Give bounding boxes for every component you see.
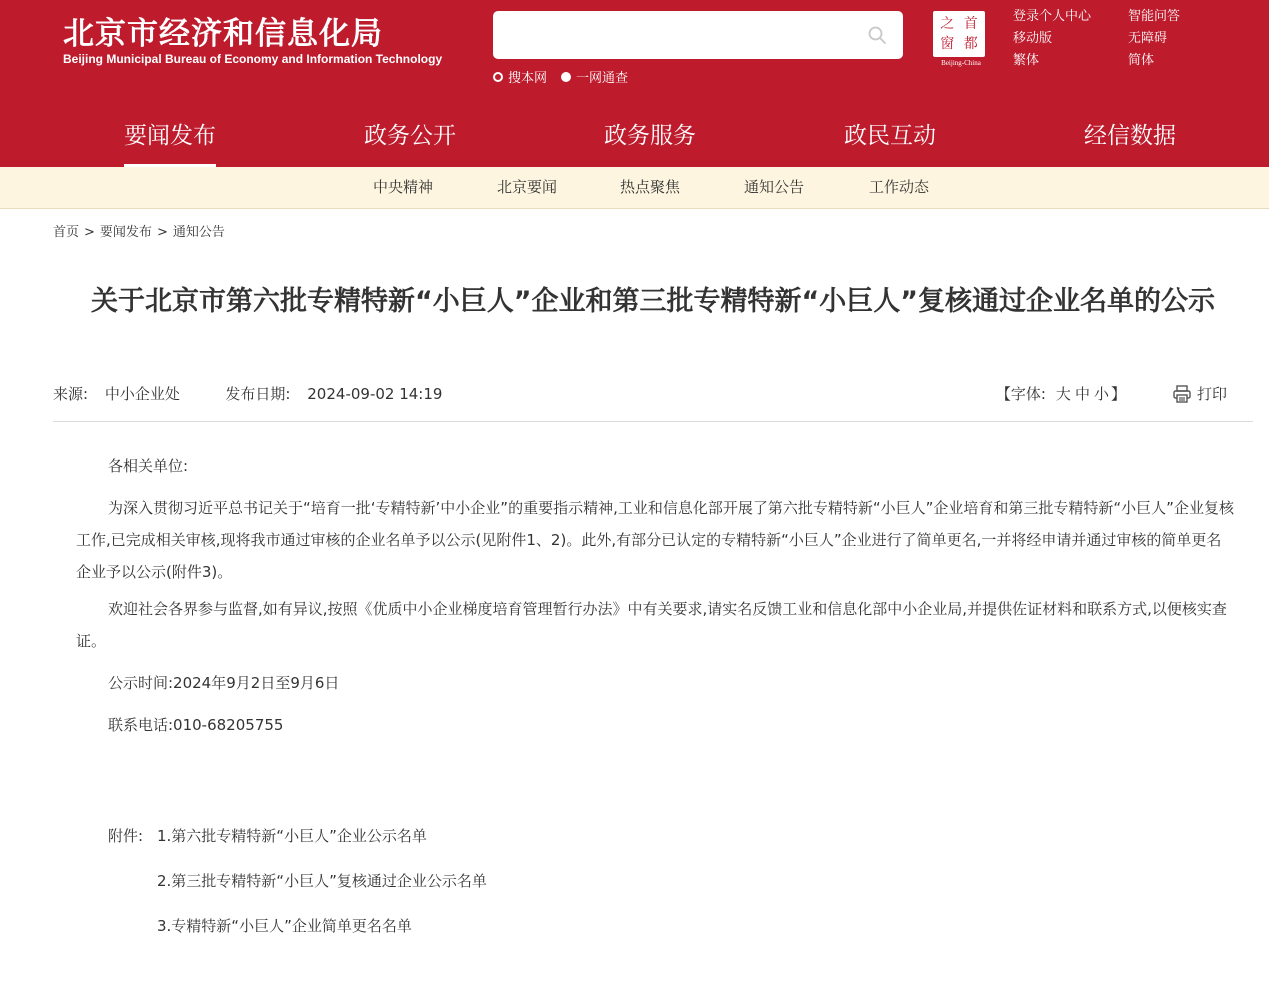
font-size-large[interactable]: 大 — [1055, 385, 1071, 403]
main-nav — [0, 107, 1269, 167]
traditional-chinese-link[interactable]: 繁体 — [1013, 53, 1040, 68]
site-logo-title[interactable]: 北京市经济和信息化局 — [63, 16, 383, 52]
article-meta — [53, 383, 1253, 405]
search-scope-site[interactable] — [493, 67, 547, 86]
meta-divider — [53, 421, 1253, 422]
font-size-small[interactable]: 小 — [1093, 385, 1109, 403]
attachment-link-3[interactable]: 3.专精特新“小巨人”企业简单更名名单 — [157, 917, 412, 935]
breadcrumb-separator: > — [156, 225, 168, 240]
seal-char: 之 — [940, 15, 955, 32]
sub-nav-beijing-news[interactable]: 北京要闻 — [497, 178, 558, 196]
source-label: 来源: — [53, 385, 89, 403]
search-input[interactable] — [493, 11, 903, 59]
font-size-medium[interactable]: 中 — [1074, 385, 1090, 403]
search-scope-options — [493, 67, 628, 86]
contact-phone: 联系电话:010-68205755 — [108, 716, 284, 734]
seal-logo-caption: Beijing-China — [941, 59, 981, 67]
attachment-row — [108, 865, 487, 910]
attachment-link-2[interactable]: 2.第三批专精特新“小巨人”复核通过企业公示名单 — [157, 872, 487, 890]
print-icon — [1172, 384, 1192, 404]
date-value: 2024-09-02 14:19 — [307, 385, 443, 403]
breadcrumb-separator: > — [84, 225, 95, 240]
breadcrumb-home[interactable]: 首页 — [53, 225, 80, 240]
seal-char: 都 — [963, 36, 978, 53]
article-paragraph: 为深入贯彻习近平总书记关于“培育一批‘专精特新’中小企业”的重要指示精神,工业和信息化部开展了第六批专精特新“小巨人”企业培育和第三批专精特新“小巨人”企业复核工作,已完成相关审核,现将我市通过审核的企业名单予以公示(见附件1、2)。此外,有部分已认定的专精特新“小巨人”企业进行了简单更名,一并将经申请并通过审核的简单更名企业予以公示(附件3)。 — [76, 499, 1234, 581]
sub-nav-work-updates[interactable]: 工作动态 — [869, 178, 930, 196]
breadcrumb-news[interactable]: 要闻发布 — [99, 225, 152, 240]
nav-item-interaction[interactable]: 政民互动 — [844, 123, 936, 149]
font-size-label-close: 】 — [1110, 385, 1126, 403]
font-size-label-open: 【字体: — [995, 385, 1046, 403]
site-header — [0, 0, 1269, 107]
seal-logo[interactable] — [933, 11, 989, 69]
sub-nav-notices[interactable]: 通知公告 — [744, 178, 805, 196]
sub-nav-hot-topics[interactable]: 热点聚焦 — [620, 178, 681, 196]
sub-nav-central[interactable]: 中央精神 — [373, 178, 434, 196]
site-logo-subtitle: Beijing Municipal Bureau of Economy and Information Technology — [63, 52, 443, 66]
page-title: 关于北京市第六批专精特新“小巨人”企业和第三批专精特新“小巨人”复核通过企业名单的公示 — [91, 286, 1215, 317]
breadcrumb-notices[interactable]: 通知公告 — [172, 225, 225, 240]
attachment-row — [108, 910, 487, 955]
nav-item-news[interactable]: 要闻发布 — [124, 107, 216, 167]
article-salutation: 各相关单位: — [108, 457, 189, 475]
search-scope-all[interactable] — [561, 67, 628, 86]
search-icon[interactable] — [867, 25, 887, 45]
search-scope-site-label: 搜本网 — [508, 71, 548, 86]
attachment-row — [108, 820, 487, 865]
radio-selected-icon — [561, 72, 571, 82]
attachments — [108, 820, 487, 955]
smart-qa-link[interactable]: 智能问答 — [1128, 9, 1181, 24]
nav-item-data[interactable]: 经信数据 — [1084, 123, 1176, 149]
simplified-chinese-link[interactable]: 简体 — [1128, 53, 1155, 68]
accessibility-link[interactable]: 无障碍 — [1128, 31, 1168, 46]
seal-char: 窗 — [940, 36, 955, 53]
search-scope-all-label: 一网通查 — [576, 71, 629, 86]
mobile-version-link[interactable]: 移动版 — [1013, 31, 1053, 46]
attachments-label: 附件: — [108, 827, 144, 845]
top-links — [1013, 8, 1208, 70]
radio-unselected-icon — [493, 72, 503, 82]
login-link[interactable]: 登录个人中心 — [1013, 9, 1092, 24]
seal-char: 首 — [963, 15, 978, 32]
nav-item-gov-affairs[interactable]: 政务公开 — [364, 123, 456, 149]
date-label: 发布日期: — [225, 385, 291, 403]
seal-logo-box — [933, 11, 985, 57]
notice-period: 公示时间:2024年9月2日至9月6日 — [108, 674, 340, 692]
attachment-link-1[interactable]: 1.第六批专精特新“小巨人”企业公示名单 — [157, 827, 427, 845]
article-body — [76, 450, 1236, 741]
sub-nav — [0, 167, 1269, 209]
source-value: 中小企业处 — [104, 385, 180, 403]
print-label: 打印 — [1196, 385, 1227, 403]
article-meta-left — [53, 383, 442, 404]
nav-item-gov-services[interactable]: 政务服务 — [604, 123, 696, 149]
article-tools — [996, 383, 1253, 404]
article-paragraph: 欢迎社会各界参与监督,如有异议,按照《优质中小企业梯度培育管理暂行办法》中有关要求,请实名反馈工业和信息化部中小企业局,并提供佐证材料和联系方式,以便核实查证。 — [76, 600, 1227, 650]
print-button[interactable] — [1172, 383, 1227, 404]
breadcrumb — [53, 221, 225, 240]
